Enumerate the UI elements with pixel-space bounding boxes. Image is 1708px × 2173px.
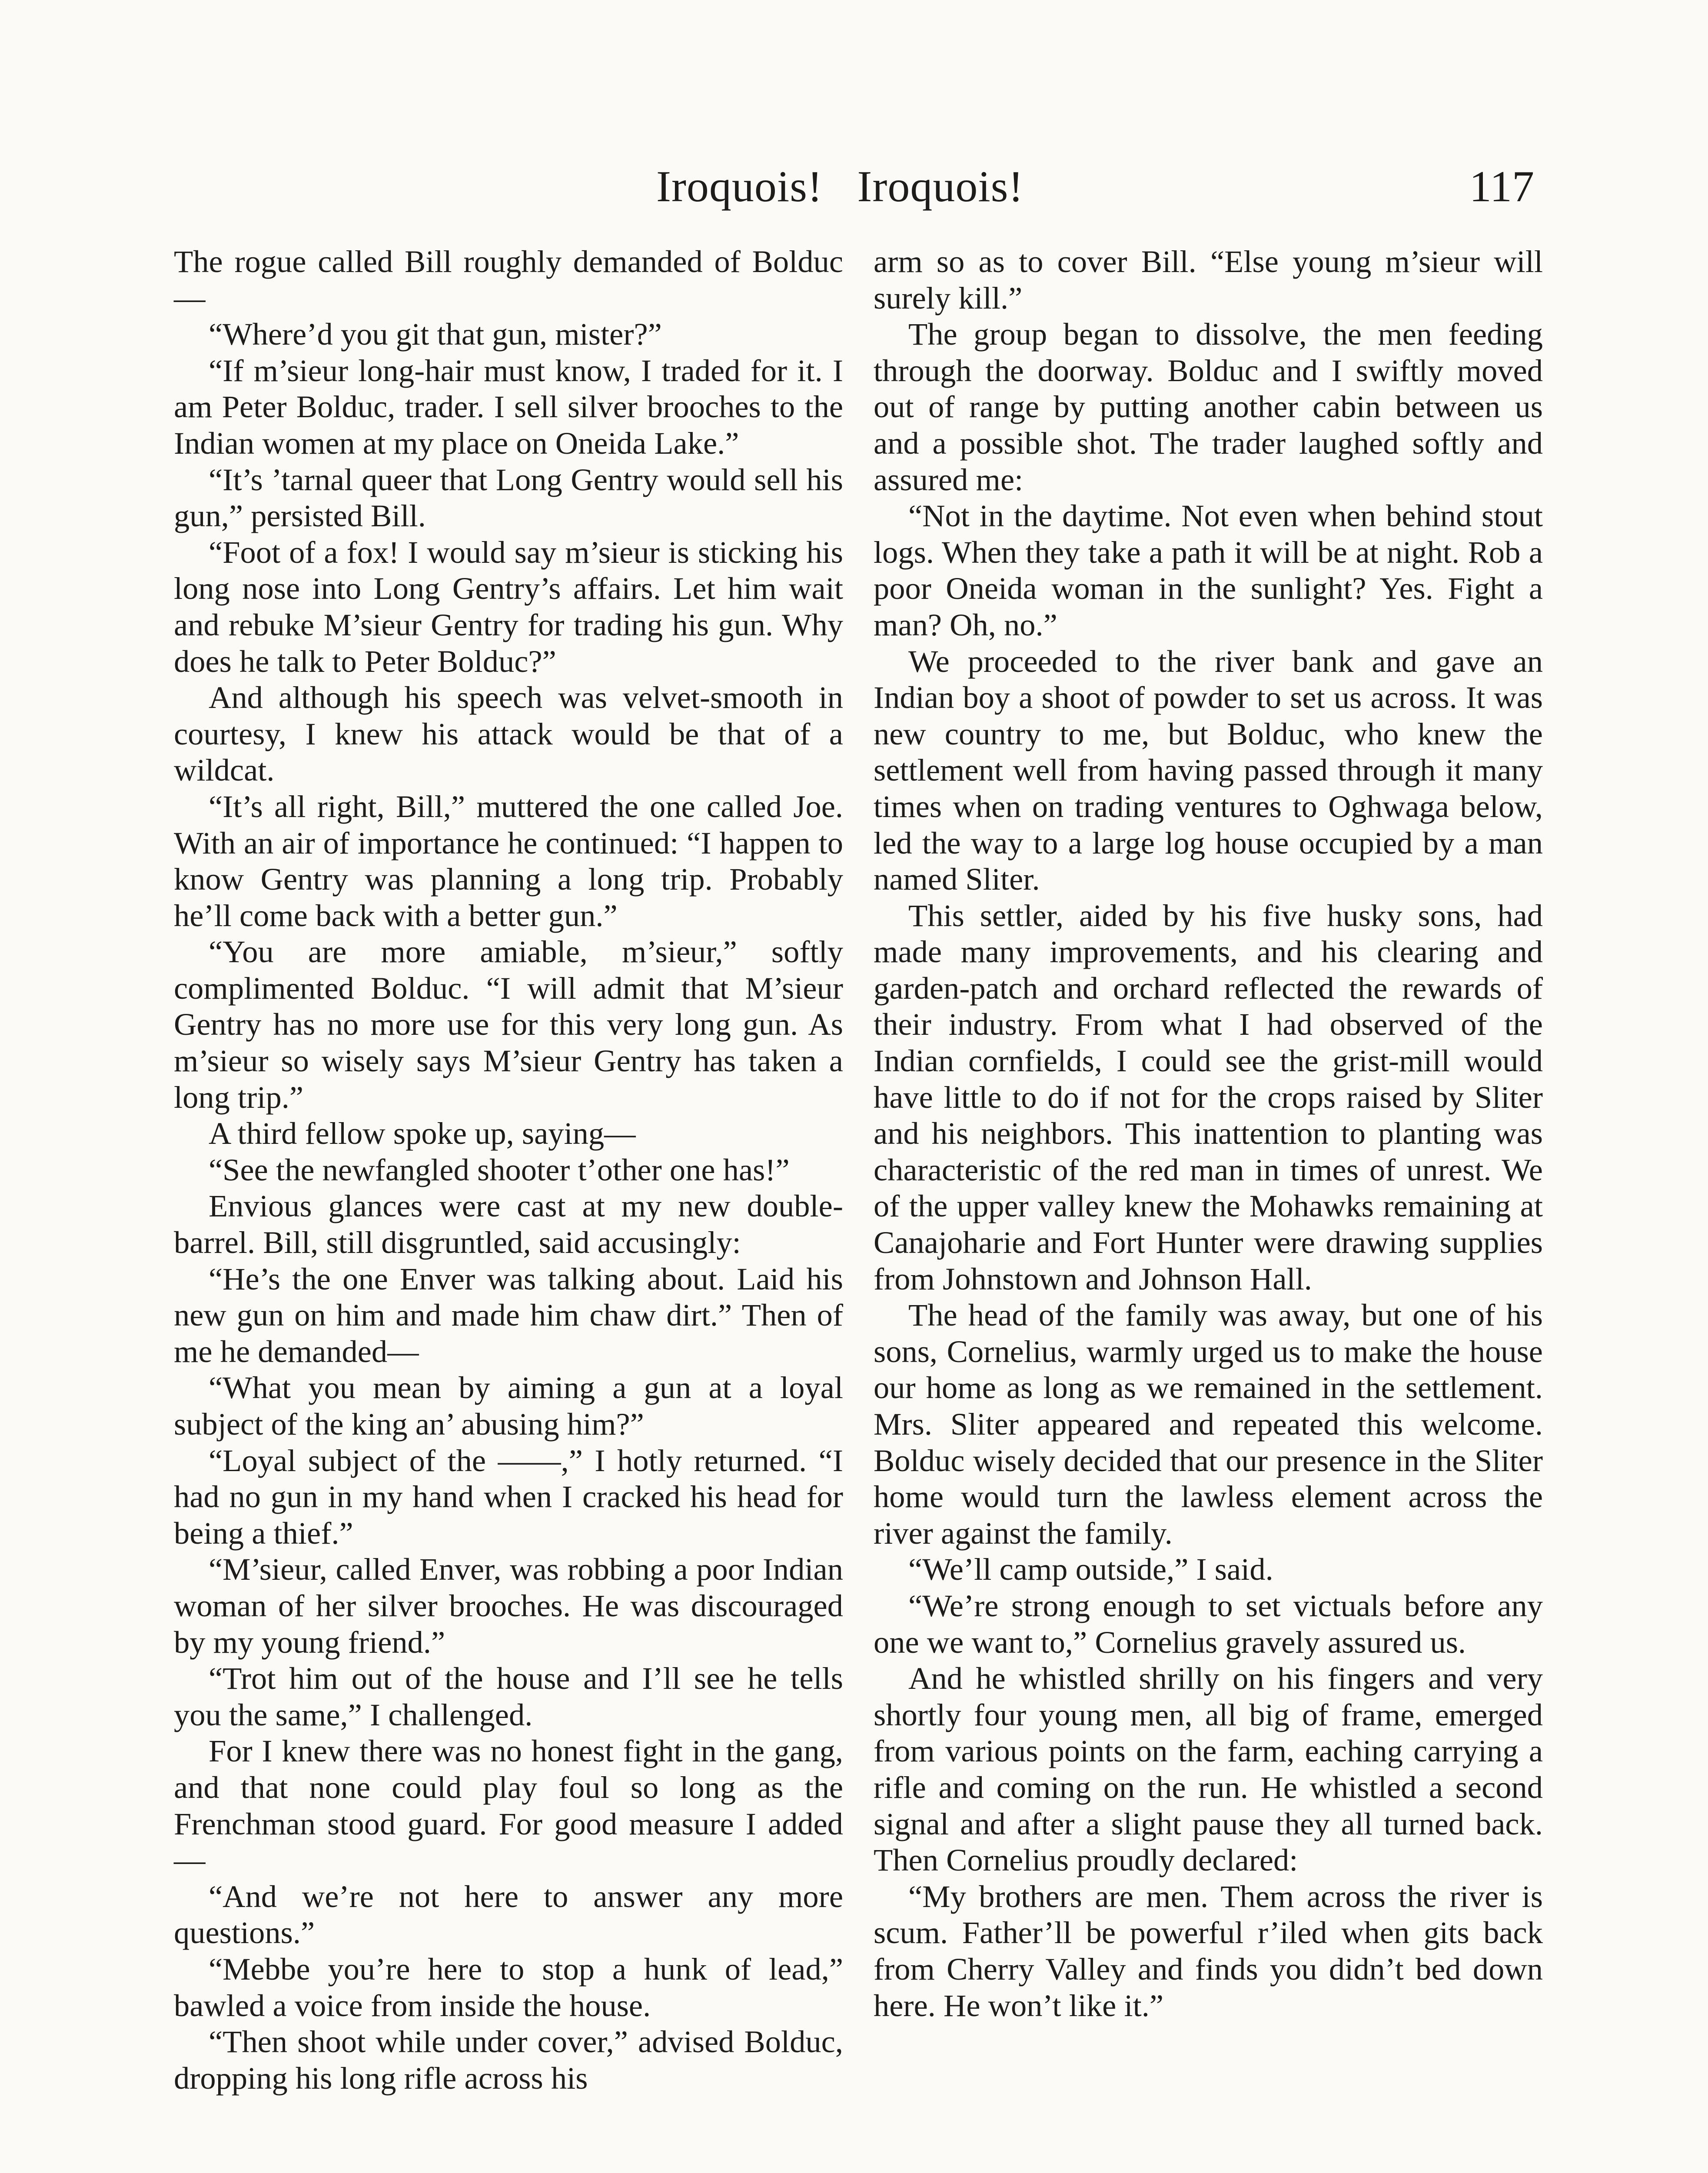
paragraph: “See the newfangled shooter t’other one has!”	[209, 1152, 790, 1187]
paragraph: “We’ll camp outside,” I said.	[908, 1552, 1273, 1587]
paragraph: And he whistled shrilly on his fingers and very shortly four young men, all big of frame, emerged from various points on the farm, eaching carrying a rifle and coming on the run. He whistled a second signal and after a slight pause they all turned back. Then Cornelius proudly declared:	[874, 1661, 1543, 1878]
paragraph: “It’s all right, Bill,” muttered the one called Joe. With an air of importance he continued: “I happen to know Gentry was planning a long trip. Probably he’ll come back with a better gun.”	[174, 788, 843, 933]
paragraph: The rogue called Bill roughly demanded of Bolduc—	[174, 244, 843, 316]
paragraph: “If m’sieur long-hair must know, I traded for it. I am Peter Bolduc, trader. I sell silver brooches to the Indian women at my place on Oneida Lake.”	[174, 352, 843, 461]
paragraph: “Not in the daytime. Not even when behind stout logs. When they take a path it will be at night. Rob a poor Oneida woman in the sunlight? Yes. Fight a man? Oh, no.”	[874, 498, 1543, 642]
paragraph: Envious glances were cast at my new double-barrel. Bill, still disgruntled, said accusingly:	[174, 1188, 843, 1260]
left-column	[174, 243, 843, 2096]
paragraph: And although his speech was velvet-smooth in courtesy, I knew his attack would be that of a wildcat.	[174, 680, 843, 788]
paragraph: The group began to dissolve, the men feeding through the doorway. Bolduc and I swiftly moved out of range by putting another cabin between us and a possible shot. The trader laughed softly and assured me:	[874, 316, 1543, 497]
paragraph: “M’sieur, called Enver, was robbing a poor Indian woman of her silver brooches. He was discouraged by my young friend.”	[174, 1552, 843, 1660]
paragraph: This settler, aided by his five husky sons, had made many improvements, and his clearing and garden-patch and orchard reflected the rewards of their industry. From what I had observed of the Indian cornfields, I could see the grist-mill would have little to do if not for the crops raised by Sliter and his neighbors. This inattention to planting was characteristic of the red man in times of unrest. We of the upper valley knew the Mohawks remaining at Canajoharie and Fort Hunter were drawing supplies from Johnstown and Johnson Hall.	[874, 897, 1543, 1296]
paragraph: The head of the family was away, but one of his sons, Cornelius, warmly urged us to make the house our home as long as we remained in the settlement. Mrs. Sliter appeared and repeated this welcome. Bolduc wisely decided that our presence in the Sliter home would turn the lawless element across the river against the family.	[874, 1297, 1543, 1551]
running-title: Iroquois! Iroquois!	[656, 162, 1024, 211]
paragraph: “My brothers are men. Them across the river is scum. Father’ll be powerful r’iled when gits back from Cherry Valley and finds you didn’t bed down here. He won’t like it.”	[874, 1878, 1543, 2023]
paragraph: “What you mean by aiming a gun at a loyal subject of the king an’ abusing him?”	[174, 1370, 843, 1442]
page-number: 117	[1469, 162, 1534, 211]
paragraph: “You are more amiable, m’sieur,” softly complimented Bolduc. “I will admit that M’sieur Gentry has no more use for this very long gun. As m’sieur so wisely says M’sieur Gentry has taken a long trip.”	[174, 934, 843, 1115]
paragraph: “We’re strong enough to set victuals before any one we want to,” Cornelius gravely assured us.	[874, 1588, 1543, 1660]
paragraph: “And we’re not here to answer any more questions.”	[174, 1878, 843, 1950]
paragraph: arm so as to cover Bill. “Else young m’sieur will surely kill.”	[874, 244, 1543, 316]
paragraph: “He’s the one Enver was talking about. Laid his new gun on him and made him chaw dirt.” Then of me he demanded—	[174, 1261, 843, 1369]
paragraph: For I knew there was no honest fight in the gang, and that none could play foul so long as the Frenchman stood guard. For good measure I added—	[174, 1733, 843, 1878]
paragraph: “It’s ’tarnal queer that Long Gentry would sell his gun,” persisted Bill.	[174, 462, 843, 534]
paragraph: “Foot of a fox! I would say m’sieur is sticking his long nose into Long Gentry’s affairs. Let him wait and rebuke M’sieur Gentry for trading his gun. Why does he talk to Peter Bolduc?”	[174, 534, 843, 679]
paragraph: “Then shoot while under cover,” advised Bolduc, dropping his long rifle across his	[174, 2024, 843, 2096]
paragraph: A third fellow spoke up, saying—	[209, 1116, 636, 1151]
paragraph: “Trot him out of the house and I’ll see he tells you the same,” I challenged.	[174, 1661, 843, 1732]
paragraph: “Where’d you git that gun, mister?”	[209, 316, 662, 352]
paragraph: “Mebbe you’re here to stop a hunk of lead,” bawled a voice from inside the house.	[174, 1951, 843, 2023]
running-header	[174, 156, 1534, 217]
right-column	[874, 243, 1543, 2023]
paragraph: “Loyal subject of the ——,” I hotly returned. “I had no gun in my hand when I cracked his head for being a thief.”	[174, 1442, 843, 1551]
paragraph: We proceeded to the river bank and gave an Indian boy a shoot of powder to set us across. It was new country to me, but Bolduc, who knew the settlement well from having passed through it many times when on trading ventures to Oghwaga below, led the way to a large log house occupied by a man named Sliter.	[874, 643, 1543, 897]
